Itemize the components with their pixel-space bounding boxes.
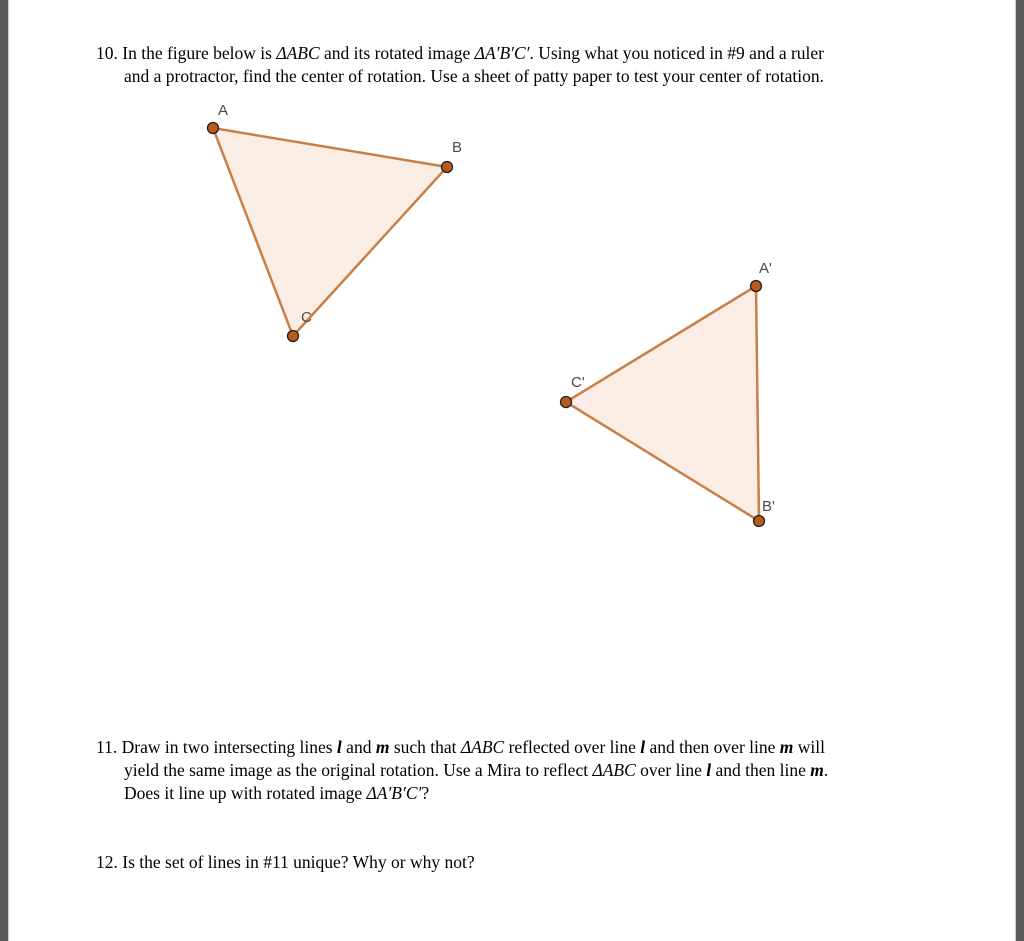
problem-12-number: 12. bbox=[96, 852, 118, 872]
point-a[interactable] bbox=[208, 123, 219, 134]
problem-10-number: 10. bbox=[96, 43, 118, 63]
label-c: C bbox=[301, 309, 312, 326]
triangle-abc-label: ΔABC bbox=[460, 737, 505, 757]
problem-10-line-2: and a protractor, find the center of rotation. Use a sheet of patty paper to test your center of rotation. bbox=[124, 66, 825, 86]
problem-12-text: Is the set of lines in #11 unique? Why or why not? bbox=[122, 852, 475, 872]
triangle-abc-prime-label: ΔA′B′C′ bbox=[366, 783, 422, 803]
triangle-abc-label: ΔABC bbox=[276, 43, 320, 63]
problem-11-text-f: will bbox=[793, 737, 825, 757]
line-l-label: l bbox=[706, 760, 712, 780]
label-b: B bbox=[452, 139, 463, 156]
line-l-label: l bbox=[640, 737, 646, 757]
label-b-prime: B' bbox=[762, 498, 775, 515]
problem-10-text-a: In the figure below is bbox=[122, 43, 277, 63]
point-b[interactable] bbox=[442, 162, 453, 173]
point-a-prime[interactable] bbox=[751, 281, 762, 292]
line-m-label: m bbox=[375, 737, 390, 757]
point-b-prime[interactable] bbox=[754, 516, 765, 527]
problem-10-text-b: and its rotated image bbox=[319, 43, 475, 63]
line-m-label: m bbox=[810, 760, 824, 780]
problem-11 bbox=[96, 736, 996, 805]
label-a: A bbox=[218, 102, 229, 119]
problem-11-text-c: such that bbox=[389, 737, 461, 757]
problem-11-text-j: . bbox=[823, 760, 829, 780]
triangle-abc-prime-label: ΔA′B′C′ bbox=[474, 43, 530, 63]
line-m-label: m bbox=[779, 737, 794, 757]
problem-10-text-c: . Using what you noticed in #9 and a ruler bbox=[529, 43, 825, 63]
label-a-prime: A' bbox=[759, 260, 772, 277]
problem-11-text-d: reflected over line bbox=[504, 737, 641, 757]
problem-11-text-k: Does it line up with rotated image bbox=[124, 783, 367, 803]
problem-11-text-l: ? bbox=[421, 783, 430, 803]
problem-11-text-h: over line bbox=[635, 760, 707, 780]
point-c[interactable] bbox=[288, 331, 299, 342]
worksheet-page bbox=[8, 0, 1016, 941]
triangle-abc-label: ΔABC bbox=[592, 760, 636, 780]
problem-11-number: 11. bbox=[96, 737, 118, 757]
problem-12 bbox=[96, 851, 996, 874]
triangle-abc bbox=[213, 128, 447, 336]
label-c-prime: C' bbox=[571, 374, 585, 391]
line-l-label: l bbox=[336, 737, 342, 757]
problem-11-text-b: and bbox=[341, 737, 376, 757]
problem-11-text-g: yield the same image as the original rotation. Use a Mira to reflect bbox=[124, 760, 593, 780]
problem-11-text-e: and then over line bbox=[645, 737, 780, 757]
problem-11-text-a: Draw in two intersecting lines bbox=[121, 737, 337, 757]
point-c-prime[interactable] bbox=[561, 397, 572, 408]
problem-11-text-i: and then line bbox=[711, 760, 811, 780]
triangle-a-prime-b-prime-c-prime bbox=[566, 286, 759, 521]
